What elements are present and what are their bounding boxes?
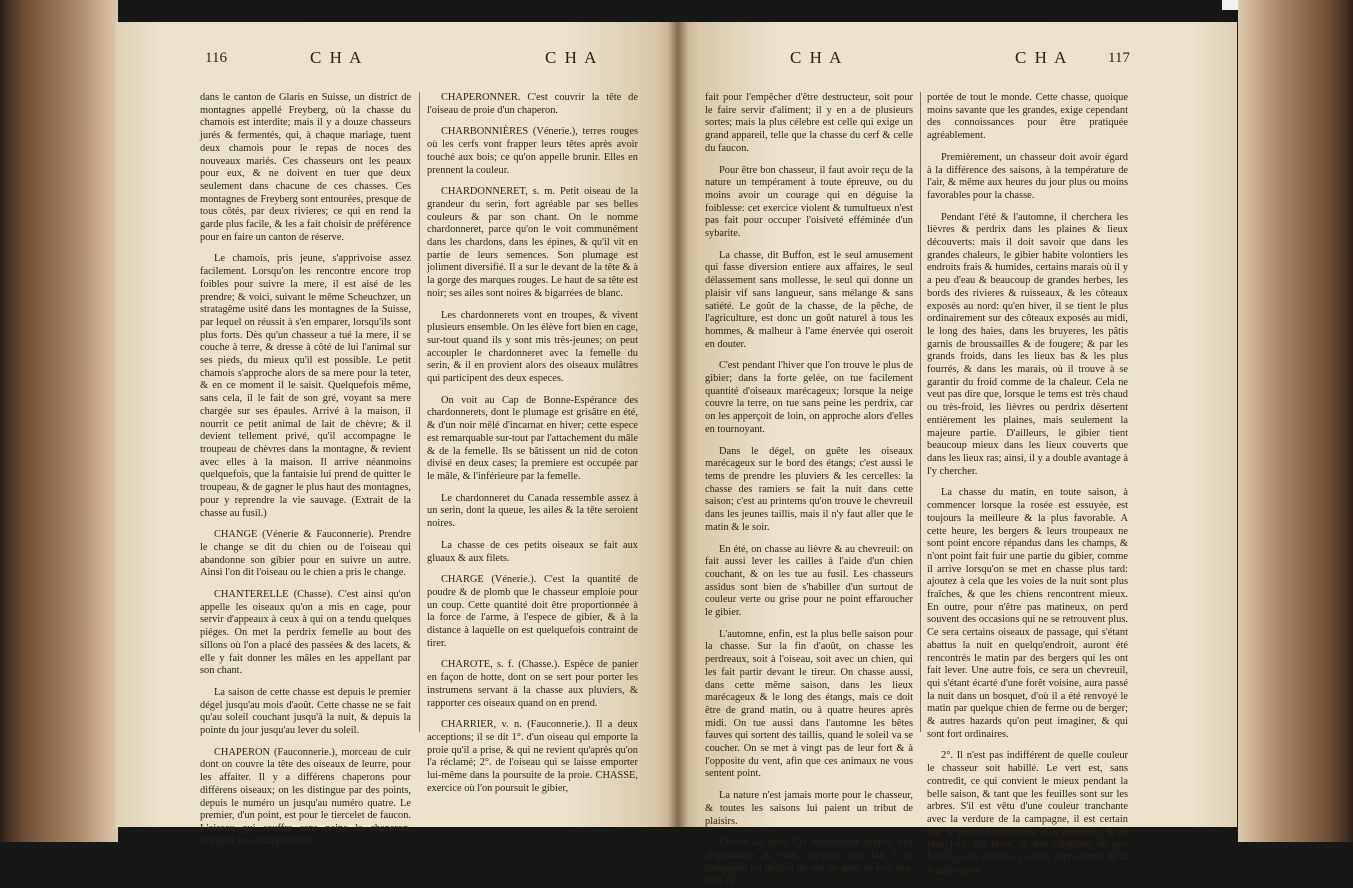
column-rule-left — [419, 92, 420, 732]
left-page-column-2 — [427, 92, 638, 794]
paragraph: Le chardonneret du Canada ressemble assez à un serin, dont la queue, les ailes & la tête seroient noires. — [427, 492, 638, 530]
paragraph: CHAPERON (Fauconnerie.), morceau de cuir dont on couvre la tête des oiseaux de leurre, pour les affaiter. Il y a différens chaperons pour différens oiseaux; on les distingue par des points, depuis le numéro un jusqu'au numéro quatre. Le premier, d'un point, est pour le tiercelet de faucon. L'oiseau qui souffre sans peine le chaperon, s'appelle bon chaperonnier. — [200, 746, 411, 847]
paragraph: Dans le dégel, on guête les oiseaux marécageux sur le bord des étangs; c'est aussi le tems de prendre les pluviers & les cercelles: la chasse des ramiers se fait la nuit dans cette saison; c'est au printems qu'on trouve le chevreuil dans les jeunes taillis, mais il n'y faut aller que le matin & le soir. — [705, 445, 913, 533]
running-head-left-1: C H A — [310, 48, 364, 67]
page-number-right: 117 — [1108, 50, 1130, 66]
paragraph: L'automne, enfin, est la plus belle saison pour la chasse. Sur la fin d'août, on chasse les perdreaux, soit à l'oiseau, soit avec un chien, qui les fait partir devant le tireur. On chasse aussi, dans cette même saison, dans les lieux marécageux & le long des étangs, mais ce doit être de grand matin, ou à quatre heures après midi. On tue aussi dans l'automne les bêtes fauves qui sortent des taillis, quand le soleil va se coucher. On se met à vingt pas de leur fort & à l'opposite du vent, afin que ces animaux ne vous sentent point. — [705, 628, 913, 780]
paragraph: Chasse au fusil. Cet amusement simple, peu dispendieux & sans appareil, qui fait à la campagne les délices de tant de gens de tout état, est à la — [705, 837, 913, 887]
paragraph: CHARBONNIÈRES (Vénerie.), terres rouges où les cerfs vont frapper leurs têtes après avoir touché aux bois; ce qu'on appelle brunir. Elles en prennent la couleur. — [427, 126, 638, 176]
paragraph: CHARGE (Vénerie.). C'est la quantité de poudre & de plomb que le chasseur emploie pour un coup. Cette quantité doit être proportionnée à la force de l'arme, à l'espece de gibier, & à la distance à laquelle on est quelquefois contraint de tirer. — [427, 574, 638, 649]
paragraph: Les chardonnerets vont en troupes, & vivent plusieurs ensemble. On les élève fort bien en cage, sur-tout quand ils y sont mis très-jeunes; on peut accoupler le chardonneret avec la femelle du serin, & il en provient alors des oiseaux mulâtres qui participent des deux especes. — [427, 309, 638, 385]
paragraph: CHANTERELLE (Chasse). C'est ainsi qu'on appelle les oiseaux qu'on a mis en cage, pour servir d'appeaux à ceux à qui on a tendu quelques piéges. On met la perdrix femelle au bout des sillons où l'on a placé des passées & des lacets, & elle y fait donner les mâles en les appellant par son chant. — [200, 589, 411, 677]
paragraph: CHARRIER, v. n. (Fauconnerie.). Il a deux acceptions; il se dit 1°. d'un oiseau qui emporte la proie qu'il a prise, & qui ne revient qu'après qu'on l'a réclamé; 2°. de l'oiseau qui se laisse emporter lui-même dans la poursuite de la proie. CHASSE, exercice où l'on poursuit le gibier, — [427, 719, 638, 794]
paragraph: portée de tout le monde. Cette chasse, quoique moins savante que les grandes, exige cependant des connoissances pour être pratiquée agréablement. — [927, 92, 1128, 142]
running-head-right-1: C H A — [790, 48, 844, 67]
bookmark-tab — [1222, 0, 1238, 10]
paragraph: Pendant l'été & l'automne, il cherchera les lièvres & perdrix dans les plaines & lieux découverts: mais il doit savoir que dans les grandes chaleurs, le gibier habite volontiers les endroits frais & humides, certains marais où il y a peu d'eau & beaucoup de grandes herbes, les bords des rivieres & ruisseaux, & les côteaux exposés au nord: qu'en hiver, il se tient le plus ordinairement sur des côteaux exposés au midi, le long des haies, dans les bruyeres, les pâtis garnis de broussailles & de fougere; & par les grands froids, dans les lieux bas & les plus fourrés, & dans les marais, où il trouve à se garantir du froid comme de la chaleur. Cela ne veut pas dire que, lorsque le tems est très chaud ou très-froid, les lièvres ou perdrix désertent entièrement les plaines, mais seulement la majeure partie. D'ailleurs, le gibier tient beaucoup mieux dans les lieux couverts que dans les lieux ras; ainsi, il y a double avantage à l'y chercher. — [927, 211, 1128, 477]
left-page-column-1 — [200, 92, 411, 847]
paragraph: C'est pendant l'hiver que l'on trouve le plus de gibier; dans la forte gelée, on tue facilement quantité d'oiseaux marécageux; lorsque la neige couvre la terre, on tue sans peine les perdrix, car on les apperçoit de loin, on approche alors d'elles en tournoyant. — [705, 360, 913, 435]
paragraph: Premièrement, un chasseur doit avoir égard à la différence des saisons, à la température de l'air, & même aux heures du jour plus ou moins favorables pour la chasse. — [927, 151, 1128, 201]
paragraph: La chasse, dit Buffon, est le seul amusement qui fasse diversion entiere aux affaires, le seul délassement sans mollesse, le seul qui donne un plaisir vif sans langueur, sans mélange & sans satiété. Le goût de la chasse, de la pêche, de l'agriculture, est donc un goût naturel à tous les hommes, & malheur à l'ame énervée qui oseroit en douter. — [705, 249, 913, 350]
right-page-column-1 — [705, 92, 913, 887]
paragraph: Pour être bon chasseur, il faut avoir reçu de la nature un tempérament à toute épreuve, ou du moins avoir un courage qui en déguise la foiblesse: cet exercice violent & tumultueux n'est pas fait pour occuper l'oisiveté efféminée d'un sybarite. — [705, 164, 913, 240]
paragraph: La saison de cette chasse est depuis le premier dégel jusqu'au mois d'août. Cette chasse ne se fait qu'au soleil couchant jusqu'à la nuit, & depuis la pointe du jour jusqu'au lever du soleil. — [200, 686, 411, 737]
column-rule-right — [920, 92, 921, 732]
paragraph: La nature n'est jamais morte pour le chasseur, & toutes les saisons lui paient un tribut de plaisirs. — [705, 790, 913, 827]
paragraph: CHAROTE, s. f. (Chasse.). Espèce de panier en façon de hotte, dont on se sert pour porter les instrumens servant à la chasse aux pluviers, & rapporter ces oiseaux quand on en prend. — [427, 659, 638, 709]
page-edges-left — [0, 0, 118, 842]
paragraph: La chasse de ces petits oiseaux se fait aux gluaux & aux filets. — [427, 539, 638, 564]
paragraph: CHARDONNERET, s. m. Petit oiseau de la grandeur du serin, fort agréable par ses belles couleurs & par son chant. On le nomme chardonneret, parce qu'on le voit communément dans les chardons, dans les épines, & qu'il vit en partie de leurs semences. Son plumage est joliment diversifié. Il a sur le devant de la tête & à la gorge des marques rouges. Le haut de sa tête est noir; ses ailes sont noires & bigarrées de blanc. — [427, 186, 638, 299]
page-edges-right — [1238, 0, 1353, 842]
page-number-left: 116 — [205, 50, 227, 66]
paragraph: La chasse du matin, en toute saison, à commencer lorsque la rosée est essuyée, est toujours la meilleure & la plus favorable. A cette heure, les bergers & leurs troupeaux ne sont point encore répandus dans les champs, & n'ont point fait fuir une partie du gibier, comme il arrive lorsqu'on se met en chasse plus tard: ajoutez à cela que les voies de la nuit sont plus fraîches, & que les chiens rencontrent mieux. En outre, pour n'être pas matineux, on perd souvent des occasions qui ne se retrouvent plus. Ce sera certains oiseaux de passage, qui s'étant abattus la nuit en quelqu'endroit, auront été rencontrés le matin par des bergers qui les ont fait lever. Une autre fois, ce sera un chevreuil, qui s'étant écarté d'une forêt voisine, aura passé la nuit dans un bosquet, d'où il a été renvoyé le matin par quelque chien de ferme ou de berger; & autres hazards qu'on peut imaginer, & qui sont fort ordinaires. — [927, 487, 1128, 740]
paragraph: En été, on chasse au lièvre & au chevreuil: on fait aussi lever les cailles à l'aide d'un chien couchant, & on les tue au fusil. Les chasseurs assidus sont bien de s'habiller d'un surtout de couleur verte ou grise pour ne point effaroucher le gibier. — [705, 543, 913, 619]
paragraph: dans le canton de Glaris en Suisse, un district de montagnes appellé Freyberg, où la chasse du chamois est interdite; mais il y a douze chasseurs jurés & fermentés, qui, à chaque mariage, tuent deux chamois pour le repas de noces des nouveaux mariés. Ces chasseurs ont les peaux pour eux, & ne doivent en tuer que deux seulement dans chacune de ces chasses. Ces montagnes de Freyberg sont entourées, presque de tous côtés, par deux rivieres; ce qui en rend la garde plus facile, & les a fait choisir de préférence pour en faire un canton de réserve. — [200, 92, 411, 243]
running-head-right-2: C H A — [1015, 48, 1069, 67]
paragraph: 2°. Il n'est pas indifférent de quelle couleur le chasseur soit habillé. Le vert est, sans contredit, ce qui convient le mieux pendant la belle saison, & tant que les feuilles sont sur les arbres. S'il est vêtu d'une couleur tranchante avec la verdure de la campagne, il est certain que le gibier l'appercevra plus aisément, & de plus loin. En hiver, il doit s'habiller de gris foncé, ou de quelque couleur approchante de la feuille morte. — [927, 750, 1128, 876]
paragraph: fait pour l'empêcher d'être destructeur, soit pour le faire servir d'aliment; il y en a de plusieurs sortes; mais la plus célebre est celle qui exige un grand appareil, telle que la chasse du cerf & celle du faucon. — [705, 92, 913, 154]
paragraph: Le chamois, pris jeune, s'apprivoise assez facilement. Lorsqu'on les rencontre encore trop foibles pour suivre la mere, il est aisé de les prendre; & voici, suivant le même Scheuchzer, un stratagême usité dans les montagnes de la Suisse, par lequel on réussit à s'en emparer, lorsqu'ils sont plus forts. Dès qu'un chasseur a tué la mere, il se couche à terre, & dresse à côté de lui l'animal sur ses pieds, du mieux qu'il est possible. Le petit chamois s'approche alors de sa mere pour la teter, & en ce moment il le saisit. Quelquefois même, sans cela, il le fait de son gré, voyant sa mere chargée sur ses épaules. Arrivé à la maison, il nourrit ce petit animal de lait de chèvre; & il devient tellement privé, qu'il accompagne le troupeau de chèvres dans la montagne, & revient avec elles à la maison. Il arrive néanmoins quelquefois, que la fantaisie lui prend de quitter le troupeau, & de gagner le plus haut des montagnes, pour y reprendre la vie sauvage. (Extrait de la chasse au fusil.) — [200, 253, 411, 519]
right-page-column-2 — [927, 92, 1128, 876]
book-gutter — [668, 22, 688, 827]
running-head-left-2: C H A — [545, 48, 599, 67]
paragraph: CHANGE (Vénerie & Fauconnerie). Prendre le change se dit du chien ou de l'oiseau qui abandonne son gibier pour en suivre un autre. Ainsi l'on dit l'oiseau ou le chien a pris le change. — [200, 529, 411, 579]
paragraph: CHAPERONNER. C'est couvrir la tête de l'oiseau de proie d'un chaperon. — [427, 92, 638, 116]
paragraph: On voit au Cap de Bonne-Espérance des chardonnerets, dont le plumage est grisâtre en été, & d'un noir mêlé d'incarnat en hiver; cette espece est remarquable sur-tout par l'attachement du mâle & de la femelle. Ils se bâtissent un nid de coton divisé en deux cases; la premiere est occupée par le mâle, & l'inférieure par la femelle. — [427, 394, 638, 482]
